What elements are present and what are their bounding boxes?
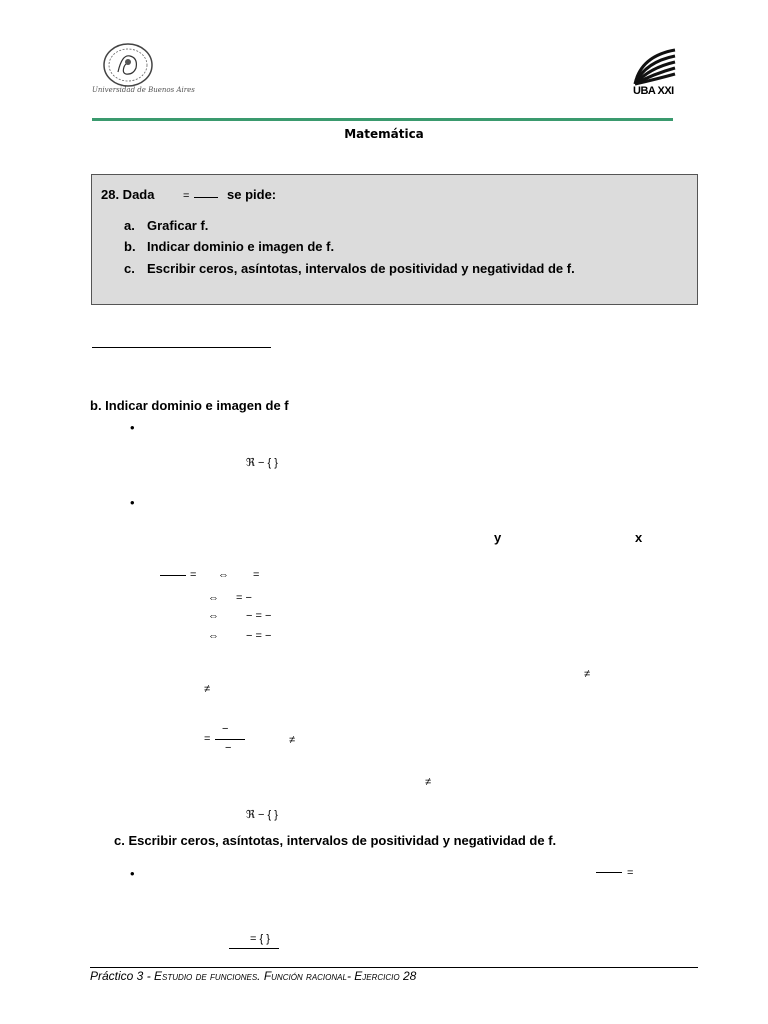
- var-x-label: x: [635, 530, 643, 545]
- step1-iff: ⇔: [218, 569, 229, 581]
- bullet-image: •: [130, 495, 135, 510]
- section-c-heading: c. Escribir ceros, asíntotas, intervalos de positividad y negatividad de f.: [114, 833, 557, 848]
- item-a-marker: a.: [124, 218, 135, 233]
- item-a-text: Graficar f.: [147, 218, 209, 233]
- neq-symbol-4: ≠: [425, 776, 432, 788]
- frac-eq: =: [204, 733, 211, 745]
- neq-symbol-3: ≠: [289, 734, 296, 746]
- solution-fraction-bar: [215, 739, 245, 740]
- item-b-marker: b.: [124, 239, 136, 254]
- step2-iff: ⇔: [208, 592, 219, 604]
- uba-seal-logo: [100, 42, 156, 88]
- step3-iff: ⇔: [208, 610, 219, 622]
- item-c-text: Escribir ceros, asíntotas, intervalos de positividad y negatividad de f.: [147, 261, 575, 276]
- page-footer: [90, 969, 416, 983]
- zeros-fraction-bar: [596, 872, 622, 873]
- zeros-eq: =: [627, 867, 634, 879]
- step3-expr: − = −: [246, 610, 272, 622]
- item-c-marker: c.: [124, 261, 135, 276]
- neq-symbol-1: ≠: [584, 668, 591, 680]
- neq-symbol-2: ≠: [204, 683, 211, 695]
- step1-eq: =: [190, 569, 197, 581]
- image-expression: ℜ − { }: [246, 809, 278, 821]
- bullet-domain: •: [130, 420, 135, 435]
- exercise-eq-sign: =: [183, 190, 190, 202]
- step4-expr: − = −: [246, 630, 272, 642]
- step1-fraction-bar: [160, 575, 186, 576]
- exercise-fraction-bar: [194, 197, 218, 198]
- header-divider: [92, 118, 673, 121]
- domain-expression: ℜ − { }: [246, 457, 278, 469]
- subject-title: Matemática: [344, 127, 424, 141]
- footer-divider: [90, 967, 698, 968]
- exercise-se-pide: se pide:: [227, 187, 277, 202]
- step1-eq2: =: [253, 569, 260, 581]
- item-b-text: Indicar dominio e imagen de f.: [147, 239, 335, 254]
- frac-denominator: −: [225, 742, 232, 754]
- step2-expr: = −: [236, 592, 252, 604]
- step4-iff: ⇔: [208, 630, 219, 642]
- footer-topic: Estudio de funciones. Función racional- Ejercicio 28: [154, 969, 417, 983]
- var-y-label: y: [494, 530, 502, 545]
- university-caption: Universidad de Buenos Aires: [92, 86, 195, 94]
- exercise-number: 28. Dada: [101, 187, 155, 202]
- zeros-set-expression: = { }: [250, 933, 270, 945]
- zeros-set-underline: [229, 948, 279, 949]
- frac-numerator: −: [222, 723, 229, 735]
- footer-practice: Práctico 3 -: [90, 969, 155, 983]
- section-divider: [92, 347, 271, 348]
- ubaxxi-logo: [631, 46, 679, 86]
- ubaxxi-logo-text: UBA XXI: [633, 85, 674, 97]
- bullet-zeros: •: [130, 866, 135, 881]
- section-b-heading: b. Indicar dominio e imagen de f: [90, 398, 289, 413]
